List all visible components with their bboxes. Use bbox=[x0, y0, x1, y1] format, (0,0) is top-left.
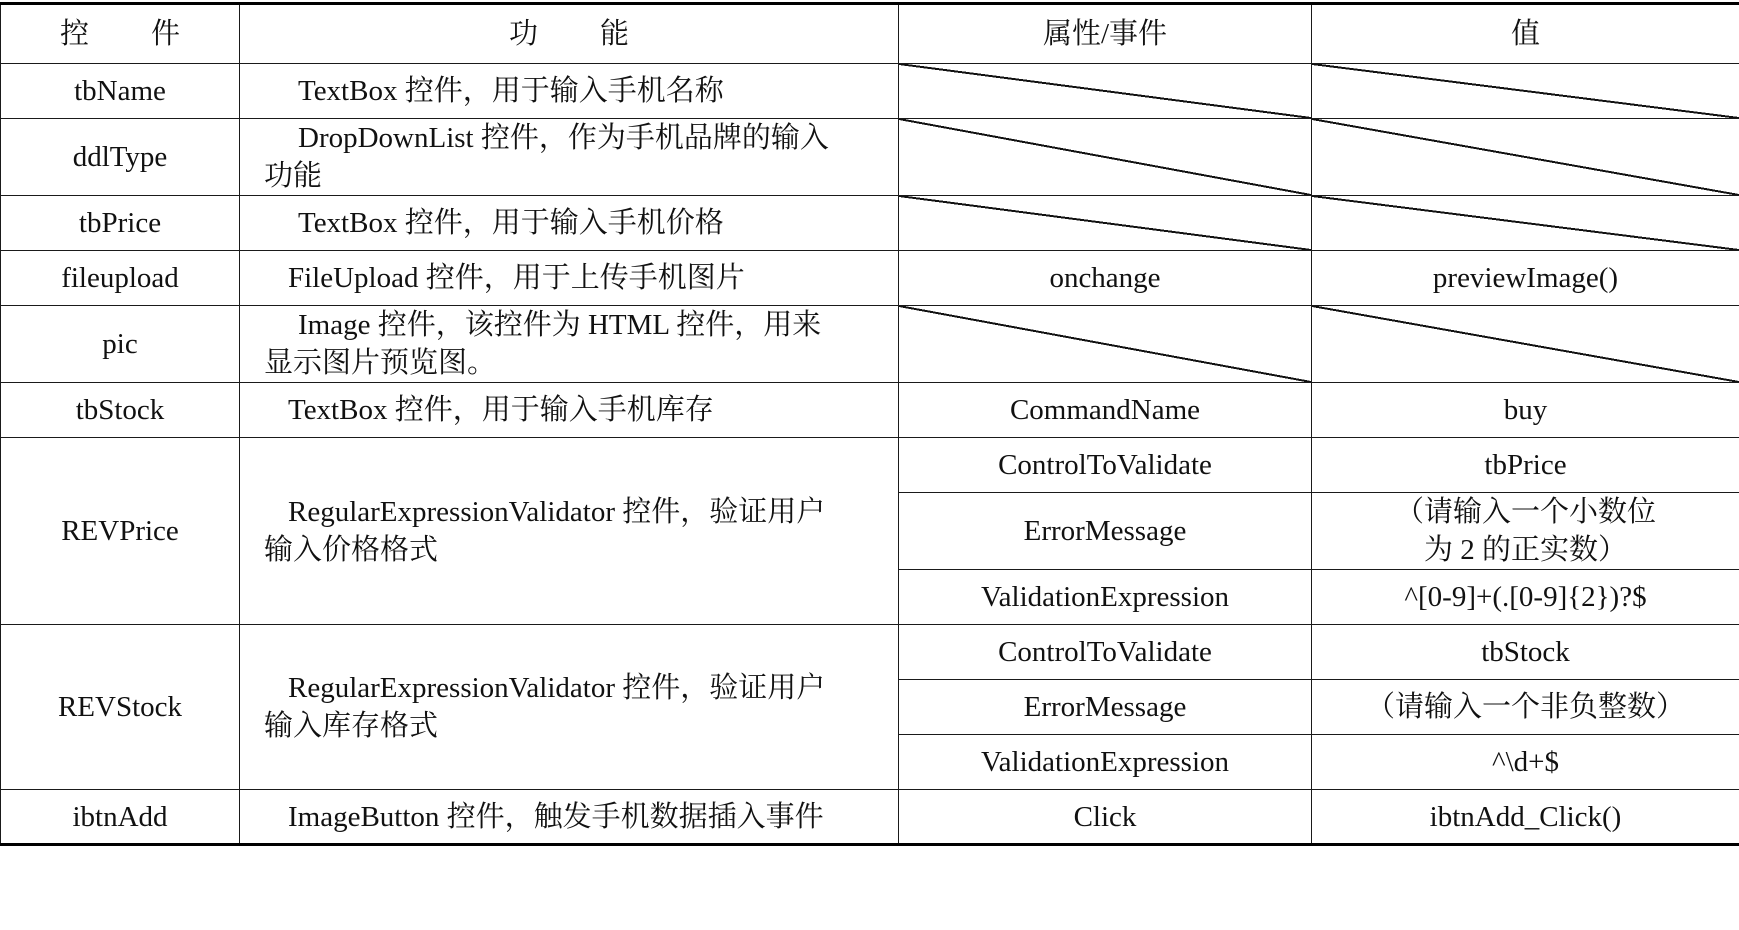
header-value: 值 bbox=[1312, 4, 1739, 64]
control-cell: ibtnAdd bbox=[1, 790, 240, 845]
function-cell bbox=[240, 383, 899, 438]
function-cell bbox=[240, 625, 899, 790]
header-property: 属性/事件 bbox=[899, 4, 1312, 64]
control-cell: pic bbox=[1, 306, 240, 383]
property-cell: ValidationExpression bbox=[899, 735, 1312, 790]
table-body bbox=[1, 64, 1739, 845]
value-cell-empty bbox=[1312, 64, 1739, 119]
value-cell bbox=[1312, 493, 1739, 570]
value-cell: ^[0-9]+(.[0-9]{2})?$ bbox=[1312, 570, 1739, 625]
header-control bbox=[1, 4, 240, 64]
function-cell bbox=[240, 306, 899, 383]
property-cell: ControlToValidate bbox=[899, 625, 1312, 680]
value-cell: ibtnAdd_Click() bbox=[1312, 790, 1739, 845]
control-cell: ddlType bbox=[1, 119, 240, 196]
property-cell: ErrorMessage bbox=[899, 493, 1312, 570]
header-function-char2: 能 bbox=[600, 18, 630, 50]
value-cell: buy bbox=[1312, 383, 1739, 438]
value-cell: ^\d+$ bbox=[1312, 735, 1739, 790]
function-cell bbox=[240, 196, 899, 251]
header-function bbox=[240, 4, 899, 64]
table-row bbox=[1, 64, 1739, 119]
property-cell: Click bbox=[899, 790, 1312, 845]
function-text-line2: 显示图片预览图。 bbox=[264, 347, 497, 379]
header-control-char1: 控 bbox=[59, 18, 89, 50]
function-cell bbox=[240, 251, 899, 306]
control-cell: fileupload bbox=[1, 251, 240, 306]
property-cell-empty bbox=[899, 196, 1312, 251]
table-row bbox=[1, 790, 1739, 845]
table-header bbox=[1, 4, 1739, 64]
control-cell: REVPrice bbox=[1, 438, 240, 625]
function-text-line1: Image 控件，该控件为 HTML 控件，用来 bbox=[298, 309, 822, 341]
function-text: TextBox 控件，用于输入手机库存 bbox=[288, 394, 714, 426]
header-function-char1: 功 bbox=[508, 18, 538, 50]
value-cell: （请输入一个非负整数） bbox=[1312, 680, 1739, 735]
value-cell: tbPrice bbox=[1312, 438, 1739, 493]
property-cell: ValidationExpression bbox=[899, 570, 1312, 625]
table-row bbox=[1, 383, 1739, 438]
function-text-line2: 输入库存格式 bbox=[264, 710, 439, 742]
function-cell bbox=[240, 119, 899, 196]
function-text: TextBox 控件，用于输入手机价格 bbox=[298, 207, 724, 239]
value-cell: previewImage() bbox=[1312, 251, 1739, 306]
function-text: TextBox 控件，用于输入手机名称 bbox=[298, 75, 724, 107]
property-cell: ControlToValidate bbox=[899, 438, 1312, 493]
value-cell: tbStock bbox=[1312, 625, 1739, 680]
function-text-line1: RegularExpressionValidator 控件，验证用户 bbox=[288, 496, 826, 528]
table-row bbox=[1, 438, 1739, 493]
header-row bbox=[1, 4, 1739, 64]
control-cell: tbName bbox=[1, 64, 240, 119]
property-cell-empty bbox=[899, 306, 1312, 383]
value-text-line2: 为 2 的正实数） bbox=[1423, 534, 1627, 566]
control-cell: tbStock bbox=[1, 383, 240, 438]
function-cell bbox=[240, 790, 899, 845]
function-text-line2: 功能 bbox=[264, 160, 323, 192]
function-cell bbox=[240, 438, 899, 625]
header-control-char2: 件 bbox=[151, 18, 181, 50]
table-row bbox=[1, 625, 1739, 680]
property-cell: CommandName bbox=[899, 383, 1312, 438]
controls-table bbox=[0, 2, 1739, 846]
property-cell: ErrorMessage bbox=[899, 680, 1312, 735]
property-cell: onchange bbox=[899, 251, 1312, 306]
table-row bbox=[1, 306, 1739, 383]
value-text-line1: （请输入一个小数位 bbox=[1394, 496, 1656, 528]
controls-table-wrapper bbox=[0, 2, 1739, 846]
table-row bbox=[1, 251, 1739, 306]
function-text-line1: RegularExpressionValidator 控件，验证用户 bbox=[288, 672, 826, 704]
value-cell-empty bbox=[1312, 119, 1739, 196]
table-row bbox=[1, 119, 1739, 196]
control-cell: tbPrice bbox=[1, 196, 240, 251]
function-text: ImageButton 控件，触发手机数据插入事件 bbox=[288, 800, 824, 833]
function-text: FileUpload 控件，用于上传手机图片 bbox=[288, 262, 745, 294]
control-cell: REVStock bbox=[1, 625, 240, 790]
table-row bbox=[1, 196, 1739, 251]
function-text-line1: DropDownList 控件，作为手机品牌的输入 bbox=[298, 122, 829, 154]
property-cell-empty bbox=[899, 64, 1312, 119]
function-text-line2: 输入价格格式 bbox=[264, 534, 439, 566]
function-cell bbox=[240, 64, 899, 119]
property-cell-empty bbox=[899, 119, 1312, 196]
value-cell-empty bbox=[1312, 306, 1739, 383]
value-cell-empty bbox=[1312, 196, 1739, 251]
